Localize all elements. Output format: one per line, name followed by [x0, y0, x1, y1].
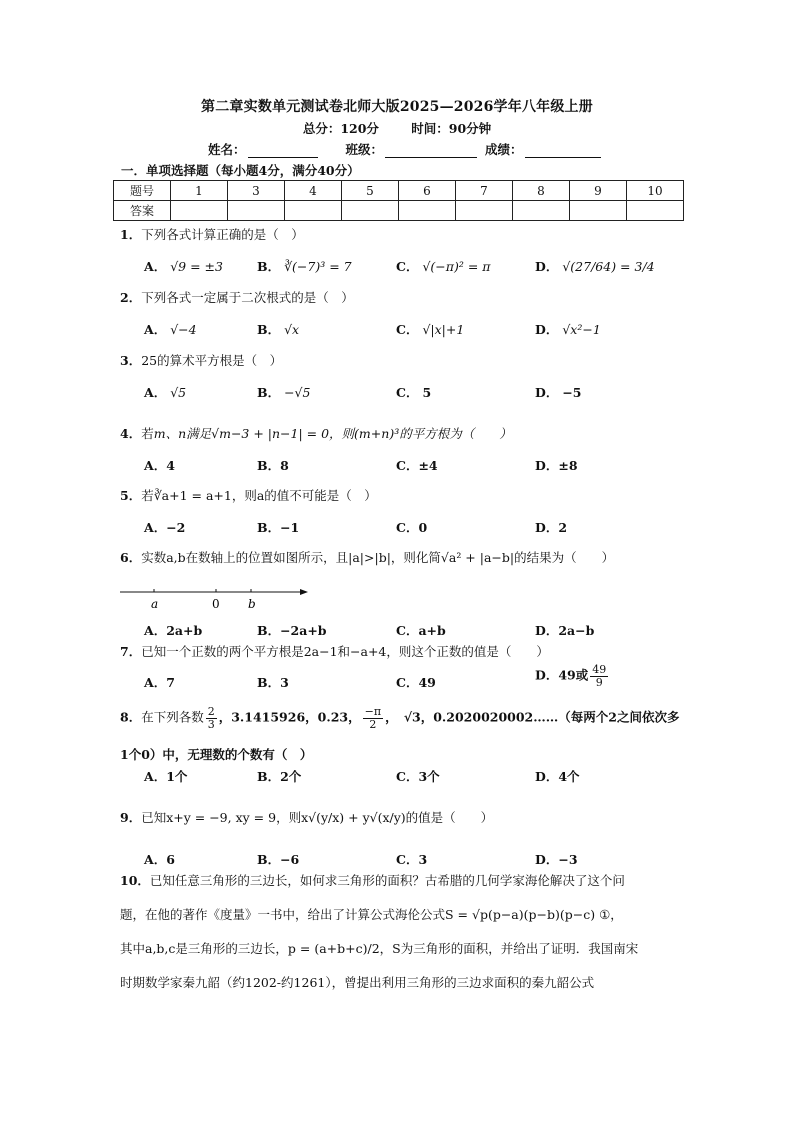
numerator: 49 — [592, 663, 607, 676]
option-label: B． — [257, 322, 281, 337]
option-d[interactable] — [535, 456, 578, 474]
option-expression: √x²−1 — [562, 322, 601, 337]
option-label: D． — [535, 322, 559, 337]
option-label: C． — [396, 385, 419, 400]
question-6 — [120, 548, 614, 566]
question-number: 9． — [120, 810, 142, 825]
number-line-arrow — [300, 589, 308, 595]
question-number: 2． — [120, 290, 142, 305]
option-label: B．8 — [257, 458, 289, 473]
table-cell: 5 — [342, 181, 399, 201]
option-label: A．7 — [144, 675, 175, 690]
question-number: 4． — [120, 426, 142, 441]
option-label: D． — [535, 385, 559, 400]
answer-cell[interactable] — [513, 201, 570, 221]
class-field[interactable] — [385, 143, 477, 158]
question-10 — [120, 864, 680, 1000]
option-label: C．0 — [396, 520, 428, 535]
total-score: 总分：120分 — [302, 121, 379, 136]
denominator: 9 — [595, 675, 603, 689]
answer-cell[interactable] — [399, 201, 456, 221]
option-label: C．±4 — [396, 458, 438, 473]
question-number: 3． — [120, 353, 142, 368]
number-line — [120, 582, 310, 612]
option-a[interactable] — [144, 621, 202, 639]
table-cell: 1 — [171, 181, 228, 201]
table-cell: 7 — [456, 181, 513, 201]
numerator: 2 — [207, 705, 215, 718]
exam-meta — [0, 119, 794, 137]
table-cell: 答案 — [114, 201, 171, 221]
table-cell: 4 — [285, 181, 342, 201]
question-8-line2 — [120, 745, 312, 763]
answer-cell[interactable] — [627, 201, 684, 221]
option-label: A． — [144, 322, 167, 337]
question-stem: 在下列各数 — [141, 709, 204, 725]
option-expression: 5 — [422, 385, 432, 400]
answer-cell[interactable] — [171, 201, 228, 221]
option-label: C． — [396, 259, 419, 274]
table-row — [114, 181, 684, 201]
score-label: 成绩： — [485, 142, 523, 157]
option-b[interactable] — [257, 673, 289, 691]
option-label: B． — [257, 385, 281, 400]
question-stem: 若∛a+1 = a+1，则a的值不可能是（ ） — [141, 488, 377, 503]
option-d[interactable] — [535, 664, 610, 688]
table-cell: 题号 — [114, 181, 171, 201]
option-expression: −√5 — [284, 385, 311, 400]
option-c[interactable] — [396, 518, 427, 536]
option-expression: √(−π)² = π — [422, 259, 491, 274]
option-label: B．2个 — [257, 769, 302, 784]
option-c[interactable] — [396, 320, 464, 338]
exam-title: 第二章实数单元测试卷北师大版2025—2026学年八年级上册 — [201, 99, 593, 115]
answer-table — [113, 180, 684, 221]
fraction — [590, 664, 608, 688]
student-info — [208, 140, 609, 158]
option-expression: √5 — [170, 385, 187, 400]
question-number: 5． — [120, 488, 142, 503]
label-a: a — [151, 597, 159, 611]
option-b[interactable] — [257, 257, 352, 275]
option-b[interactable] — [257, 456, 289, 474]
option-expression: ∛(−7)³ = 7 — [284, 259, 352, 274]
section-heading: 一．单项选择题（每小题4分，满分40分） — [121, 163, 360, 178]
question-number: 6． — [120, 550, 142, 565]
question-number: 7． — [120, 644, 142, 659]
fraction — [363, 706, 383, 730]
question-8 — [120, 706, 679, 730]
option-label: B．−6 — [257, 852, 300, 867]
option-a[interactable] — [144, 320, 197, 338]
table-cell: 9 — [570, 181, 627, 201]
question-text: 已知任意三角形的三边长，如何求三角形的面积？古希腊的几何学家海伦解决了这个问 — [149, 873, 625, 888]
option-d[interactable] — [535, 383, 582, 401]
name-label: 姓名： — [208, 142, 246, 157]
option-b[interactable] — [257, 383, 310, 401]
question-10-line1 — [120, 864, 680, 898]
option-label: D．2a−b — [535, 623, 595, 638]
option-label: A．−2 — [144, 520, 186, 535]
question-stem: 25的算术平方根是（ ） — [141, 353, 283, 368]
answer-cell[interactable] — [456, 201, 513, 221]
option-b[interactable] — [257, 767, 301, 785]
denominator: 3 — [207, 717, 215, 731]
question-10-line2: 题，在他的著作《度量》一书中，给出了计算公式海伦公式S = √p(p−a)(p−b)(p−c) ①， — [120, 907, 623, 922]
question-stem: 下列各式计算正确的是（ ） — [141, 227, 304, 242]
question-number: 1． — [120, 227, 142, 242]
option-b[interactable] — [257, 320, 299, 338]
option-d[interactable] — [535, 767, 580, 785]
answer-cell[interactable] — [228, 201, 285, 221]
option-label: A．4 — [144, 458, 175, 473]
question-stem: 实数a,b在数轴上的位置如图所示，且|a|>|b|，则化简√a² + |a−b|的结果为（ ） — [141, 550, 615, 565]
option-d[interactable] — [535, 621, 594, 639]
option-label: D．±8 — [535, 458, 578, 473]
answer-cell[interactable] — [342, 201, 399, 221]
name-field[interactable] — [248, 143, 318, 158]
score-field[interactable] — [525, 143, 601, 158]
option-label: B． — [257, 259, 281, 274]
option-label: C． — [396, 322, 419, 337]
fraction — [206, 706, 217, 730]
option-a[interactable] — [144, 257, 223, 275]
option-c[interactable] — [396, 383, 431, 401]
denominator: 2 — [369, 717, 377, 731]
option-expression: √(27/64) = 3/4 — [562, 259, 655, 274]
question-2 — [120, 288, 354, 306]
option-b[interactable] — [257, 621, 327, 639]
option-label: A．6 — [144, 852, 175, 867]
table-cell: 3 — [228, 181, 285, 201]
question-1 — [120, 225, 304, 243]
table-cell: 6 — [399, 181, 456, 201]
label-b: b — [248, 597, 256, 611]
question-7 — [120, 642, 549, 660]
numerator: −π — [364, 705, 382, 718]
time-limit: 时间：90分钟 — [411, 121, 492, 136]
option-expression: −5 — [562, 385, 582, 400]
option-label: A．2a+b — [144, 623, 203, 638]
question-10-line4: 时期数学家秦九韶（约1202-约1261），曾提出利用三角形的三边求面积的秦九韶公式 — [120, 975, 595, 990]
label-0: 0 — [212, 597, 220, 611]
question-stem: 已知一个正数的两个平方根是2a−1和−a+4，则这个正数的值是（ ） — [141, 644, 549, 659]
question-stem-prefix: 若 — [141, 426, 154, 441]
option-label: A． — [144, 259, 167, 274]
option-d[interactable] — [535, 518, 567, 536]
table-row — [114, 201, 684, 221]
option-label: C．a+b — [396, 623, 446, 638]
question-10-line3: 其中a,b,c是三角形的三边长，p = (a+b+c)/2，S为三角形的面积，并给出了证明．我国南宋 — [120, 941, 639, 956]
option-label: D．49或 — [535, 667, 589, 683]
question-stem: 下列各式一定属于二次根式的是（ ） — [141, 290, 354, 305]
option-b[interactable] — [257, 518, 299, 536]
option-label: C．3个 — [396, 769, 440, 784]
table-cell: 8 — [513, 181, 570, 201]
option-expression: √−4 — [170, 322, 197, 337]
question-stem: 1个0）中，无理数的个数有（ ） — [120, 747, 313, 762]
option-label: A．1个 — [144, 769, 188, 784]
option-label: D．2 — [535, 520, 568, 535]
option-d[interactable] — [535, 257, 655, 275]
question-stem: 已知x+y = −9, xy = 9，则x√(y/x) + y√(x/y)的值是（ ） — [141, 810, 494, 825]
option-label: B．3 — [257, 675, 289, 690]
question-5 — [120, 486, 377, 504]
option-c[interactable] — [396, 673, 436, 691]
question-stem: m、n满足√m−3 + |n−1| = 0，则(m+n)³的平方根为（ ） — [153, 426, 512, 441]
option-a[interactable] — [144, 673, 175, 691]
option-c[interactable] — [396, 456, 438, 474]
answer-cell[interactable] — [570, 201, 627, 221]
option-label: D．4个 — [535, 769, 580, 784]
option-label: D． — [535, 259, 559, 274]
question-number: 10． — [120, 873, 150, 888]
option-label: C．49 — [396, 675, 436, 690]
answer-cell[interactable] — [285, 201, 342, 221]
question-3 — [120, 351, 282, 369]
option-a[interactable] — [144, 767, 187, 785]
question-number: 8． — [120, 709, 142, 725]
option-label: A． — [144, 385, 167, 400]
option-label: B．−1 — [257, 520, 300, 535]
option-a[interactable] — [144, 456, 175, 474]
question-4 — [120, 424, 512, 442]
option-c[interactable] — [396, 767, 440, 785]
question-9 — [120, 808, 493, 826]
option-label: D．−3 — [535, 852, 578, 867]
question-stem: ， √3，0.2020020002……（每两个2之间依次多 — [385, 709, 680, 725]
option-c[interactable] — [396, 621, 446, 639]
option-a[interactable] — [144, 518, 185, 536]
table-cell: 10 — [627, 181, 684, 201]
option-expression: √9 = ±3 — [170, 259, 223, 274]
option-expression: √x — [284, 322, 300, 337]
option-expression: √|x|+1 — [422, 322, 465, 337]
option-a[interactable] — [144, 383, 186, 401]
option-label: B．−2a+b — [257, 623, 327, 638]
option-d[interactable] — [535, 320, 601, 338]
question-stem: ，3.1415926，0.23， — [218, 709, 361, 725]
class-label: 班级： — [345, 142, 384, 157]
option-label: C．3 — [396, 852, 428, 867]
option-c[interactable] — [396, 257, 491, 275]
